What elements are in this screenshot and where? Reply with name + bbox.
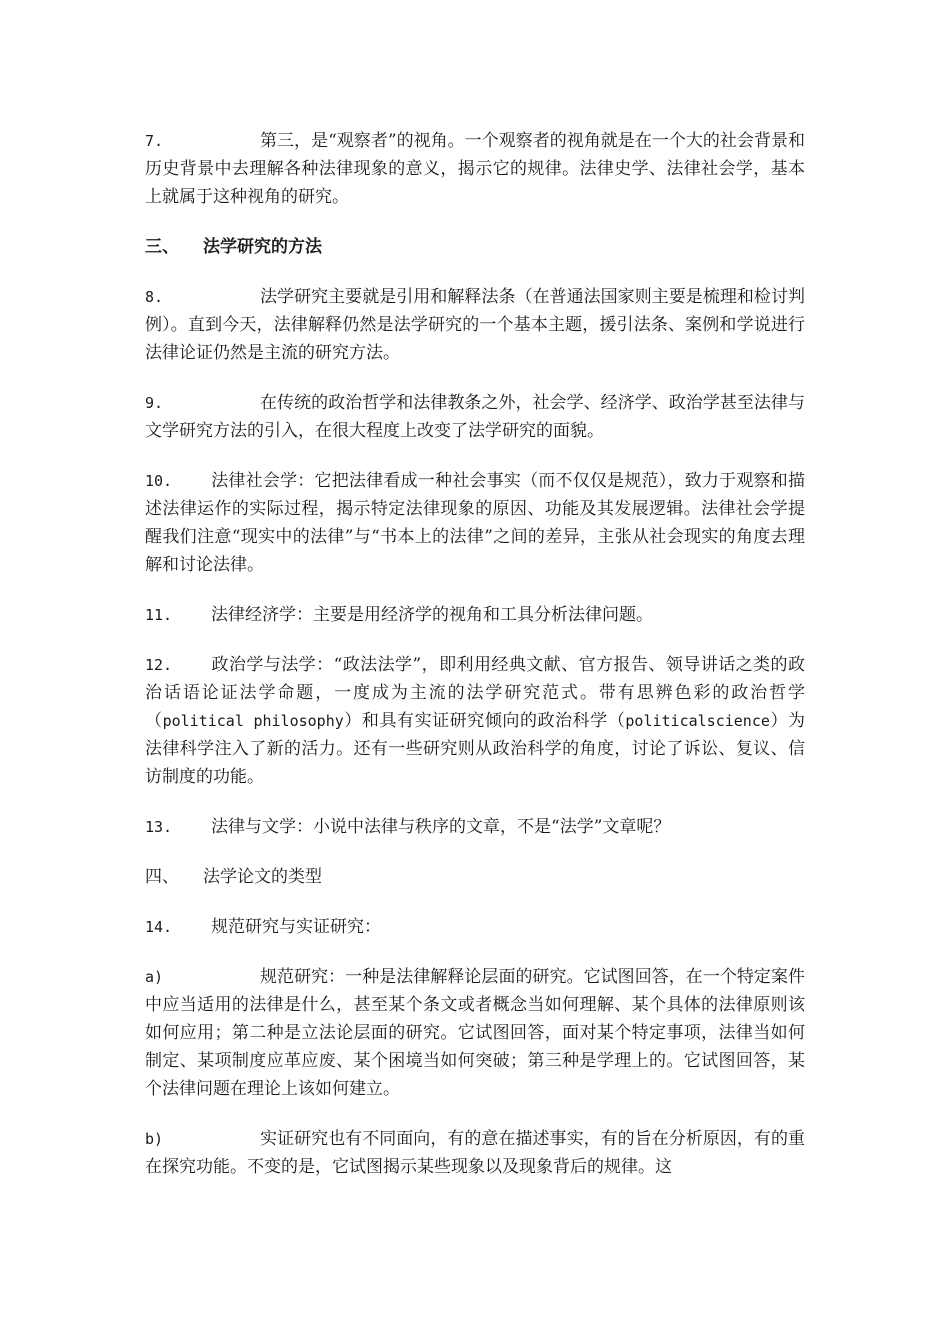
paragraph-number: 11. bbox=[145, 606, 173, 624]
paragraph-text: 法学研究主要就是引用和解释法条（在普通法国家则主要是梳理和检讨判例）。直到今天，法律解释仍然是法学研究的一个基本主题，援引法条、案例和学说进行法律论证仍然是主流的研究方法。 bbox=[145, 287, 805, 363]
paragraph-text: 法律社会学：它把法律看成一种社会事实（而不仅仅是规范），致力于观察和描述法律运作的实际过程，揭示特定法律现象的原因、功能及其发展逻辑。法律社会学提醒我们注意“现实中的法律”与“书本上的法律”之间的差异，主张从社会现实的角度去理解和讨论法律。 bbox=[145, 471, 805, 575]
paragraph-number: 8. bbox=[145, 288, 164, 306]
paragraph-text: 第三，是“观察者”的视角。一个观察者的视角就是在一个大的社会背景和历史背景中去理解各种法律现象的意义，揭示它的规律。法律史学、法律社会学，基本上就属于这种视角的研究。 bbox=[145, 131, 805, 207]
paragraph-12 bbox=[145, 651, 805, 791]
paragraph-10 bbox=[145, 467, 805, 579]
section-title: 法学研究的方法 bbox=[203, 237, 322, 257]
paragraph-text: 实证研究也有不同面向，有的意在描述事实，有的旨在分析原因，有的重在探究功能。不变的是，它试图揭示某些现象以及现象背后的规律。这 bbox=[145, 1129, 805, 1177]
paragraph-number: 7. bbox=[145, 132, 164, 150]
paragraph-number: 12. bbox=[145, 656, 173, 674]
paragraph-a bbox=[145, 963, 805, 1103]
paragraph-number: 10. bbox=[145, 472, 173, 490]
paragraph-number: 14. bbox=[145, 918, 173, 936]
paragraph-13 bbox=[145, 813, 805, 841]
paragraph-number: 9. bbox=[145, 394, 164, 412]
section-heading-3 bbox=[145, 233, 805, 261]
paragraph-text: 法律与文学：小说中法律与秩序的文章，不是“法学”文章呢？ bbox=[211, 817, 671, 837]
paragraph-number: 13. bbox=[145, 818, 173, 836]
paragraph-number: b) bbox=[145, 1130, 164, 1148]
paragraph-8 bbox=[145, 283, 805, 367]
paragraph-b bbox=[145, 1125, 805, 1181]
paragraph-text: 法律经济学：主要是用经济学的视角和工具分析法律问题。 bbox=[211, 605, 653, 625]
paragraph-9 bbox=[145, 389, 805, 445]
paragraph-text: ）和具有实证研究倾向的政治科学（ bbox=[343, 711, 626, 731]
paragraph-text: 在传统的政治哲学和法律教条之外，社会学、经济学、政治学甚至法律与文学研究方法的引入，在很大程度上改变了法学研究的面貌。 bbox=[145, 393, 805, 441]
paragraph-text: 规范研究与实证研究： bbox=[211, 917, 381, 937]
section-number: 三、 bbox=[145, 237, 179, 257]
section-heading-4 bbox=[145, 863, 805, 891]
english-term: political philosophy bbox=[162, 712, 344, 730]
paragraph-text: 政治学与法学：“政法法学”，即利用经典文献、官方报告、领导讲话之类的政治话语论证法学命题，一度成为主流的法学研究范式。带有思辨色彩的政治哲学（ bbox=[145, 655, 805, 731]
section-number: 四、 bbox=[145, 867, 179, 887]
english-term: politicalscience bbox=[625, 712, 770, 730]
section-title: 法学论文的类型 bbox=[203, 867, 322, 887]
paragraph-7 bbox=[145, 127, 805, 211]
paragraph-11 bbox=[145, 601, 805, 629]
paragraph-number: a) bbox=[145, 968, 164, 986]
paragraph-text: 规范研究：一种是法律解释论层面的研究。它试图回答，在一个特定案件中应当适用的法律是什么，甚至某个条文或者概念当如何理解、某个具体的法律原则该如何应用；第二种是立法论层面的研究。它试图回答，面对某个特定事项，法律当如何制定、某项制度应革应废、某个困境当如何突破；第三种是学理上的。它试图回答，某个法律问题在理论上该如何建立。 bbox=[145, 967, 805, 1099]
paragraph-14 bbox=[145, 913, 805, 941]
document-page bbox=[145, 127, 805, 1203]
paragraph-text: ）为法律科学注入了新的活力。还有一些研究则从政治科学的角度，讨论了诉讼、复议、信访制度的功能。 bbox=[145, 711, 806, 787]
